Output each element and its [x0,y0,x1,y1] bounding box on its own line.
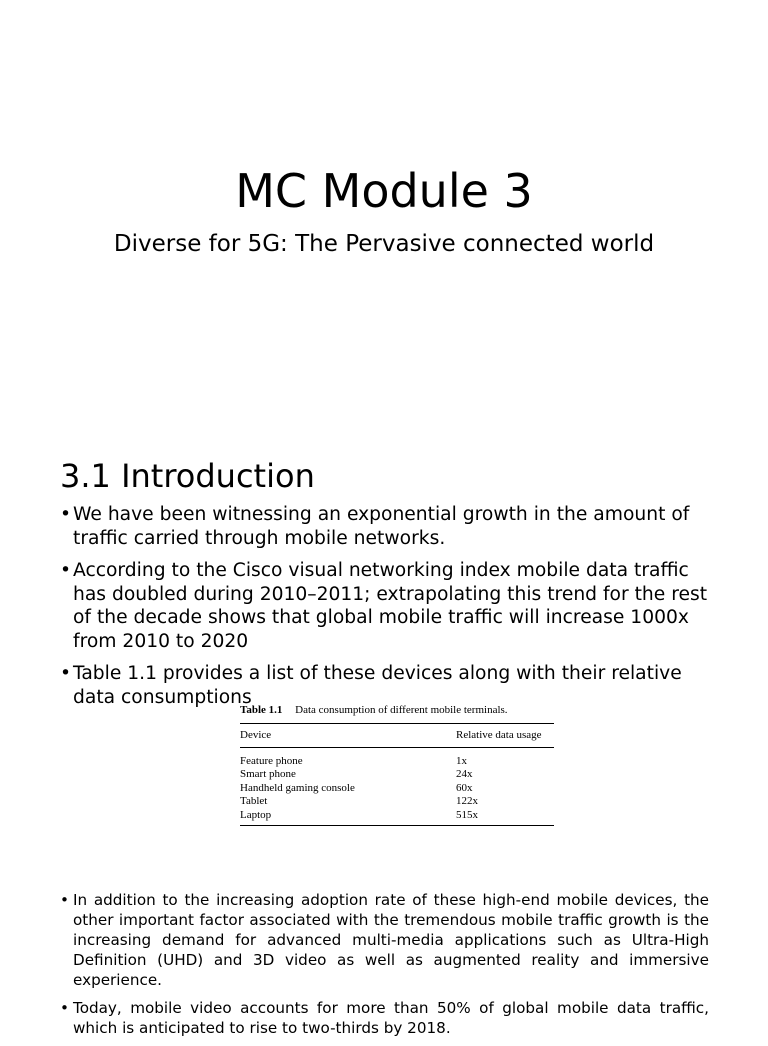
table-cell-usage: 24x [456,768,473,781]
table-cell-device: Smart phone [240,768,296,781]
bullet-item: • According to the Cisco visual networking index mobile data traffic has doubled during 2010–2011; extrapolating this trend for the rest of the decade shows that global mobile traffic will increase 1000x from 2010 to 2020 [60,559,710,653]
table-caption [240,703,554,717]
bullet-item: • Table 1.1 provides a list of these devices along with their relative data consumptions [60,662,710,709]
table-header-row [240,724,554,748]
data-table-figure [240,703,554,826]
table-row [240,768,554,781]
table-row [240,782,554,795]
table-row [240,748,554,769]
table-row [240,809,554,826]
bullet-item: • We have been witnessing an exponential growth in the amount of traffic carried through mobile networks. [60,503,710,550]
table-caption-label: Table 1.1 [240,704,283,716]
table-cell-usage: 1x [456,755,467,767]
bullet-item: • Today, mobile video accounts for more than 50% of global mobile data traffic, which is anticipated to rise to two-thirds by 2018. [60,998,709,1038]
table-cell-device: Handheld gaming console [240,781,355,794]
slide-title: MC Module 3 [235,164,533,218]
data-table [240,723,554,826]
section-heading: 3.1 Introduction [60,457,315,495]
bullet-list [60,503,710,718]
table-cell-usage: 515x [456,808,478,821]
table-cell-usage: 60x [456,781,473,794]
bullet-list-small [60,890,709,1046]
slide-subtitle: Diverse for 5G: The Pervasive connected world [113,231,655,257]
table-cell-device: Laptop [240,808,272,821]
table-header-usage: Relative data usage [456,729,542,741]
bullet-item: • In addition to the increasing adoption rate of these high-end mobile devices, the other important factor associated with the tremendous mobile traffic growth is the increasing demand for advanced multi-media applications such as Ultra-High Definition (UHD) and 3D video as well as augmented reality and immersive experience. [60,890,709,990]
table-header-device: Device [240,729,272,741]
table-cell-device: Feature phone [240,755,303,767]
table-caption-text: Data consumption of different mobile terminals. [295,704,508,716]
table-row [240,795,554,808]
table-cell-device: Tablet [240,795,268,808]
table-cell-usage: 122x [456,795,478,808]
